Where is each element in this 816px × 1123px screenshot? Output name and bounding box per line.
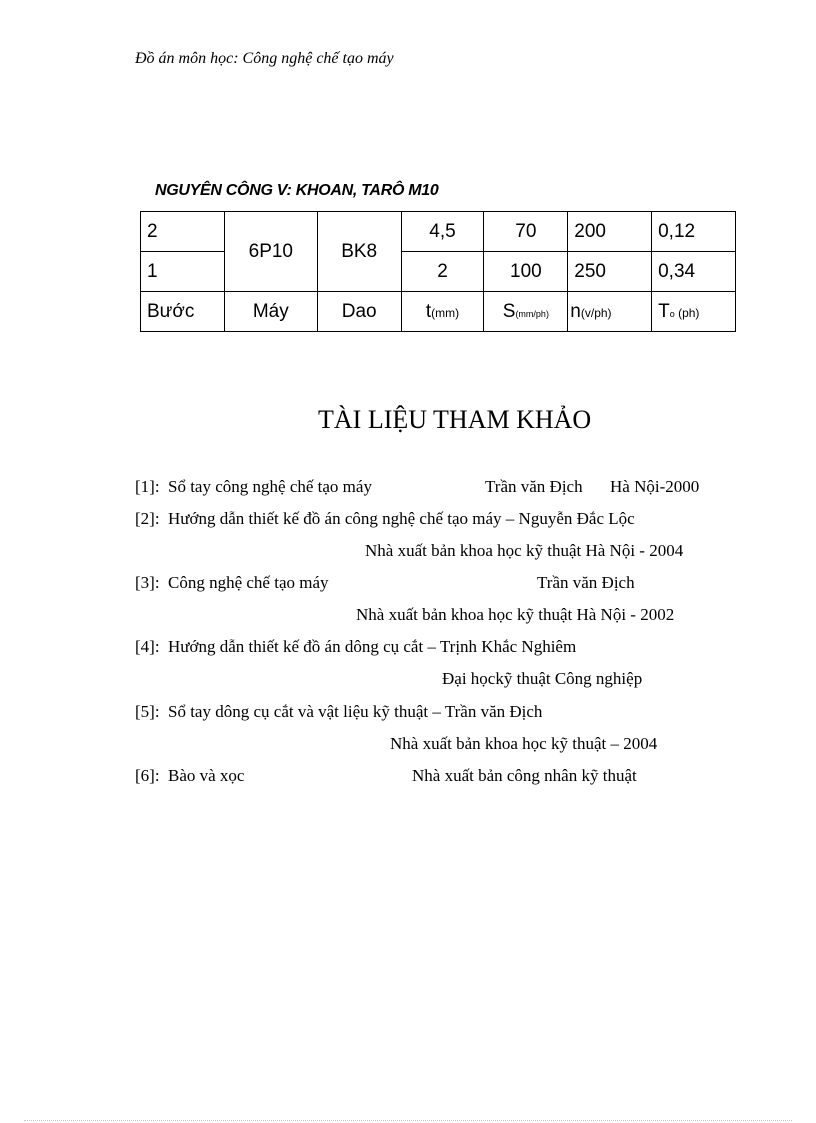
header-speed-main: n [570, 300, 581, 322]
ref-4-label: [4]: [135, 637, 160, 656]
section-title: NGUYÊN CÔNG V: KHOAN, TARÔ M10 [155, 182, 439, 199]
header-depth [401, 292, 484, 332]
ref-2-label: [2]: [135, 509, 160, 528]
ref-1-author: Trần văn Địch [485, 477, 583, 496]
header-time [652, 292, 736, 332]
header-tool: Dao [317, 292, 401, 332]
header-step: Bước [141, 292, 225, 332]
header-feed-main: S [502, 300, 516, 322]
ref-4-publisher: Đại họckỹ thuật Công nghiệp [442, 669, 643, 688]
step-cell: 2 [141, 212, 225, 252]
header-speed-unit: (v/ph) [580, 305, 612, 320]
ref-3-publisher: Nhà xuất bản khoa học kỹ thuật Hà Nội - 2002 [356, 605, 675, 624]
ref-4-title: Hướng dẫn thiết kế đồ án dông cụ cắt – Trịnh Khắc Nghiêm [168, 637, 577, 656]
tool-cell: BK8 [317, 212, 401, 292]
ref-2-publisher: Nhà xuất bản khoa học kỹ thuật Hà Nội - 2004 [365, 541, 684, 560]
depth-cell: 2 [401, 252, 484, 292]
depth-cell: 4,5 [401, 212, 484, 252]
ref-5-publisher: Nhà xuất bản khoa học kỹ thuật – 2004 [390, 734, 658, 753]
header-depth-main: t [425, 300, 432, 322]
page-header: Đồ án môn học: Công nghệ chế tạo máy [135, 50, 394, 67]
ref-1-title: Sổ tay công nghệ chế tạo máy [168, 477, 372, 496]
references-title: TÀI LIỆU THAM KHẢO [318, 405, 592, 434]
header-feed-unit: (mm/ph) [515, 308, 549, 319]
header-depth-unit: (mm) [431, 305, 460, 320]
time-cell: 0,34 [652, 252, 736, 292]
operation-table [140, 211, 736, 332]
ref-1-extra: Hà Nội-2000 [610, 477, 700, 496]
header-machine: Máy [224, 292, 317, 332]
header-time-sub: o [669, 308, 675, 319]
table-row [141, 212, 736, 252]
ref-5-title: Sổ tay dông cụ cắt và vật liệu kỹ thuật – Trần văn Địch [168, 702, 543, 721]
time-cell: 0,12 [652, 212, 736, 252]
header-time-main: T [658, 300, 670, 322]
ref-6-label: [6]: [135, 766, 160, 785]
page-bottom-rule [24, 1120, 792, 1121]
ref-3-label: [3]: [135, 573, 160, 592]
feed-cell: 70 [484, 212, 568, 252]
header-time-unit: (ph) [674, 305, 700, 320]
ref-6-publisher: Nhà xuất bản công nhân kỹ thuật [412, 766, 637, 785]
table-header-row [141, 292, 736, 332]
feed-cell: 100 [484, 252, 568, 292]
ref-5-label: [5]: [135, 702, 160, 721]
ref-1-label: [1]: [135, 477, 160, 496]
header-feed [484, 292, 568, 332]
ref-2-title: Hướng dẫn thiết kế đồ án công nghệ chế tạo máy – Nguyễn Đắc Lộc [168, 509, 635, 528]
speed-cell: 250 [568, 252, 652, 292]
machine-cell: 6P10 [224, 212, 317, 292]
header-speed [568, 292, 652, 332]
speed-cell: 200 [568, 212, 652, 252]
ref-3-title: Công nghệ chế tạo máy [168, 573, 329, 592]
step-cell: 1 [141, 252, 225, 292]
ref-6-title: Bào và xọc [168, 766, 245, 785]
ref-3-author: Trần văn Địch [537, 573, 635, 592]
